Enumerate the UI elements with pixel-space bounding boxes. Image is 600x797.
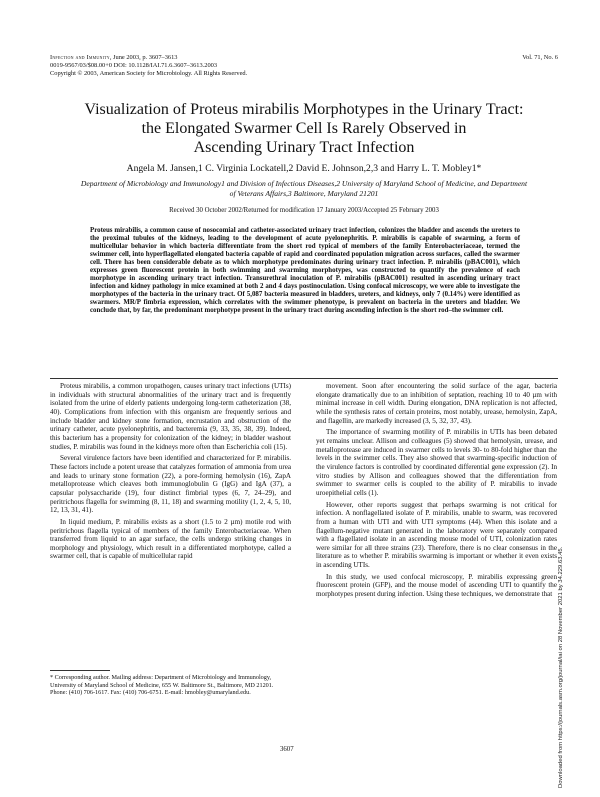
section-divider — [50, 378, 558, 379]
journal-header — [50, 54, 558, 62]
paragraph: The importance of swarming motility of P. mirabilis in UTIs has been debated yet remains unclear. Allison and colleagues (5) showed that hemolysin, urease, and metalloprotease are induced in swarmer cells to levels 30- to 80-fold higher than the levels in the swimmer cells. They also showed that swarming-specific induction of the virulence factors is controlled by coordinated differential gene expression (2). In vitro studies by Allison and colleagues showed that the differentiation from swimmer to swarmer cells is coupled to the ability of P. mirabilis to invade uroepithelial cells (1). — [316, 428, 557, 497]
right-column — [316, 382, 557, 602]
journal-name: Infection and Immunity — [50, 54, 110, 61]
corresponding-author-footnote: * Corresponding author. Mailing address: Department of Microbiology and Immunology, University of Maryland School of Medicine, 655 W. Baltimore St., Baltimore, MD 21201. Phone: (410) 706-1617. Fax: (410) 706-6751. E-mail: hmobley@umaryland.edu. — [50, 674, 274, 697]
paragraph: In liquid medium, P. mirabilis exists as a short (1.5 to 2 µm) motile rod with peritrichous flagella typical of members of the family Enterobacteriaceae. When transferred from liquid to an agar surface, the cells undergo striking changes in morphology and physiology, which result in a differentiated morphotype, called a swarmer cell, that is capable of multicellular rapid — [50, 517, 291, 561]
author-list: Angela M. Jansen,1 C. Virginia Lockatell,2 David E. Johnson,2,3 and Harry L. T. Mobley1* — [126, 163, 482, 174]
footnote-divider — [50, 670, 110, 671]
download-watermark — [556, 470, 568, 788]
paragraph: movement. Soon after encountering the solid surface of the agar, bacteria elongate dramatically due to an inhibition of septation, reaching 10 to 40 µm with minimal increase in cell width. During elongation, DNA replication is not affected, while the synthesis rates of certain proteins, most notably, urease, hemolysin, ZapA, and flagellin, are markedly increased (3, 5, 32, 37, 43). — [316, 382, 557, 425]
paragraph: However, other reports suggest that perhaps swarming is not critical for infection. A nonflagellated isolate of P. mirabilis, unable to swarm, was recovered from a human with UTI and with UTI symptoms (44). When this isolate and a flagellum-negative mutant generated in the laboratory were separately compared with a flagellated isolate in an ascending mouse model of UTI, colonization rates were similar for all three strains (23). Therefore, there is no clear consensus in the literature as to whether P. mirabilis swarming is important or whether it even exists in ascending UTIs. — [316, 500, 557, 570]
received-dates: Received 30 October 2002/Returned for modification 17 January 2003/Accepted 25 February 2003 — [169, 207, 439, 214]
copyright: Copyright © 2003, American Society for Microbiology. All Rights Reserved. — [50, 70, 248, 78]
paragraph: Proteus mirabilis, a common uropathogen, causes urinary tract infections (UTIs) in individuals with structural abnormalities of the urinary tract and is frequently isolated from the urine of elderly patients undergoing long-term catheterization (38, 40). Complications from infection with this organism are frequently serious and include bladder and kidney stone formation, encrustation and obstruction of the urinary catheter, acute pyelonephritis, and bacteremia (9, 33, 35, 38, 39). Indeed, this bacterium has a propensity for colonization of the kidney; in bladder washout studies, P. mirabilis was found in the kidneys more often than Escherichia coli (15). — [50, 382, 291, 451]
title-line-2: the Elongated Swarmer Cell Is Rarely Observed in — [141, 120, 467, 137]
download-notice: Downloaded from https://journals.asm.org/journal/iai on 28 November 2021 by 34.229.63.45. — [558, 546, 564, 788]
volume-number: Vol. 71, No. 6 — [522, 54, 558, 61]
affiliations: Department of Microbiology and Immunology1 and Division of Infectious Diseases,2 University of Maryland School of Medicine, and Department of Veterans Affairs,3 Baltimore, Maryland 21201 — [80, 179, 528, 198]
paragraph: In this study, we used confocal microscopy, P. mirabilis expressing green fluorescent protein (GFP), and the mouse model of ascending UTI to quantify the morphotypes present during infection. Using these techniques, we demonstrate that — [316, 572, 557, 599]
issn-doi: 0019-9567/03/$08.00+0 DOI: 10.1128/IAI.71.6.3607–3613.2003 — [50, 62, 218, 69]
publication-meta — [50, 62, 350, 78]
issue-info: , June 2003, p. 3607–3613 — [109, 54, 178, 61]
abstract: Proteus mirabilis, a common cause of nosocomial and catheter-associated urinary tract infection, colonizes the bladder and ascends the ureters to the proximal tubules of the kidneys, leading to the development of acute pyelonephritis. P. mirabilis is capable of swarming, a form of multicellular behavior in which bacteria differentiate from the short rod typical of members of the family Enterobacteriaceae, termed the swimmer cell, into hyperflagellated elongated bacteria capable of rapid and coordinated population migration across surfaces, called the swarmer cell. There has been considerable debate as to which morphotype predominates during urinary tract infection. P. mirabilis (pBAC001), which expresses green fluorescent protein in both swimming and swarming morphotypes, was constructed to quantify the prevalence of each morphotype in ascending urinary tract infection. Transurethral inoculation of P. mirabilis (pBAC001) resulted in ascending urinary tract infection and kidney pathology in mice examined at both 2 and 4 days postinoculation. Using confocal microscopy, we were able to investigate the morphotypes of the bacteria in the urinary tract. Of 5,087 bacteria measured in bladders, ureters, and kidneys, only 7 (0.14%) were identified as swarmers. MR/P fimbria expression, which correlates with the swimmer phenotype, is prevalent on bacteria in the ureters and bladder. We conclude that, by far, the predominant morphotype present in the urinary tract during ascending infection is the short rod–the swimmer cell. — [90, 227, 520, 315]
page-number: 3607 — [280, 746, 294, 753]
article-title — [50, 100, 558, 157]
paragraph: Several virulence factors have been identified and characterized for P. mirabilis. These factors include a potent urease that catalyzes formation of ammonia from urea and leads to urinary stone formation (22), a pore-forming hemolysin (16), ZapA metalloprotease which cleaves both immunoglobulin G (IgG) and IgA (37), a capsular polysaccharide (19), four distinct fimbrial types (6, 7, 24–29), and peritrichous flagella for swimming (8, 11, 18) and swarming motility (1, 2, 4, 5, 10, 12, 13, 31, 41). — [50, 454, 291, 515]
left-column — [50, 382, 291, 564]
title-line-3: Ascending Urinary Tract Infection — [193, 139, 415, 156]
title-line-1: Visualization of Proteus mirabilis Morphotypes in the Urinary Tract: — [84, 101, 524, 118]
